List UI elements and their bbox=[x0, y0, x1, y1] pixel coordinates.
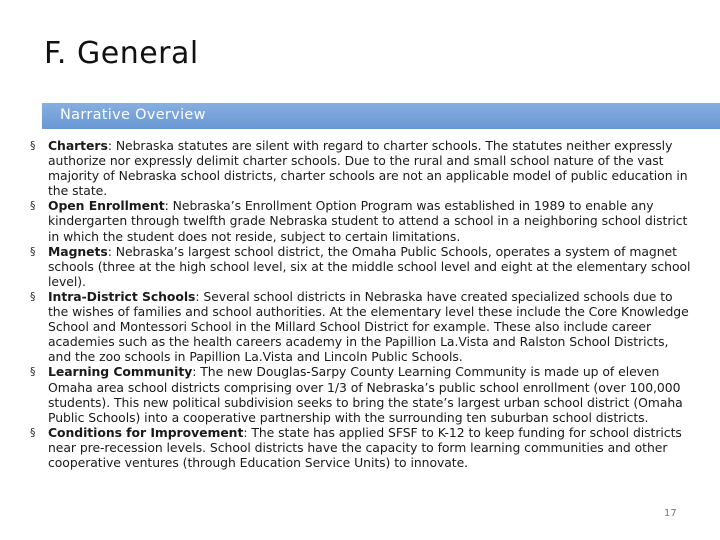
list-item bbox=[30, 364, 692, 424]
item-label: Magnets bbox=[48, 243, 108, 259]
item-label: Conditions for Improvement bbox=[48, 424, 244, 440]
list-item bbox=[30, 138, 692, 198]
item-text: : The state has applied SFSF to K-12 to keep funding for school districts near pre-recession levels. School districts have the capacity to form learning communities and other cooperative ventures (through Education Service Units) to innovate. bbox=[48, 424, 682, 470]
item-text: : Nebraska’s largest school district, the Omaha Public Schools, operates a system of magnet schools (three at the high school level, six at the middle school level and eight at the elementary school level). bbox=[48, 243, 691, 289]
bullet-icon: § bbox=[30, 289, 36, 303]
bullet-icon: § bbox=[30, 199, 36, 213]
bullet-icon: § bbox=[30, 425, 36, 439]
section-bar-label: Narrative Overview bbox=[60, 107, 206, 123]
item-label: Charters bbox=[48, 138, 108, 153]
item-text: : Nebraska’s Enrollment Option Program was established in 1989 to enable any kindergarten through twelfth grade Nebraska student to attend a school in a neighboring school district in which the student does not reside, subject to certain limitations. bbox=[48, 198, 688, 244]
item-text: : Nebraska statutes are silent with regard to charter schools. The statutes neither expressly authorize nor expressly delimit charter schools. Due to the rural and small school nature of the vast majority of Nebraska school districts, charter schools are not an applicable model of public education in the state. bbox=[48, 138, 688, 199]
list-item bbox=[30, 425, 692, 470]
bullet-icon: § bbox=[30, 365, 36, 379]
page-number: 17 bbox=[664, 508, 677, 519]
section-bar bbox=[42, 103, 720, 129]
list-item bbox=[30, 198, 692, 243]
bullet-icon: § bbox=[30, 244, 36, 258]
item-text: : The new Douglas-Sarpy County Learning Community is made up of eleven Omaha area school districts comprising over 1/3 of Nebraska’s public school enrollment (over 100,000 students). This new political subdivision seeks to bring the state’s largest urban school district (Omaha Public Schools) into a cooperative partnership with the surrounding ten suburban school districts. bbox=[48, 364, 683, 425]
bullet-icon: § bbox=[30, 139, 36, 152]
item-label: Intra-District Schools bbox=[48, 288, 196, 304]
item-label: Learning Community bbox=[48, 364, 193, 380]
bullet-list bbox=[30, 138, 692, 470]
item-label: Open Enrollment bbox=[48, 198, 165, 214]
list-item bbox=[30, 289, 692, 364]
item-text: : Several school districts in Nebraska have created specialized schools due to the wishes of families and school authorities. At the elementary level these include the Core Knowledge School and Montessori School in the Millard School District for example. These also include career academies such as the health careers academy in the Papillion La.Vista and Ralston School Districts, and the zoo schools in Papillion La.Vista and Lincoln Public Schools. bbox=[48, 288, 689, 365]
list-item bbox=[30, 244, 692, 289]
slide-title: F. General bbox=[44, 36, 199, 71]
